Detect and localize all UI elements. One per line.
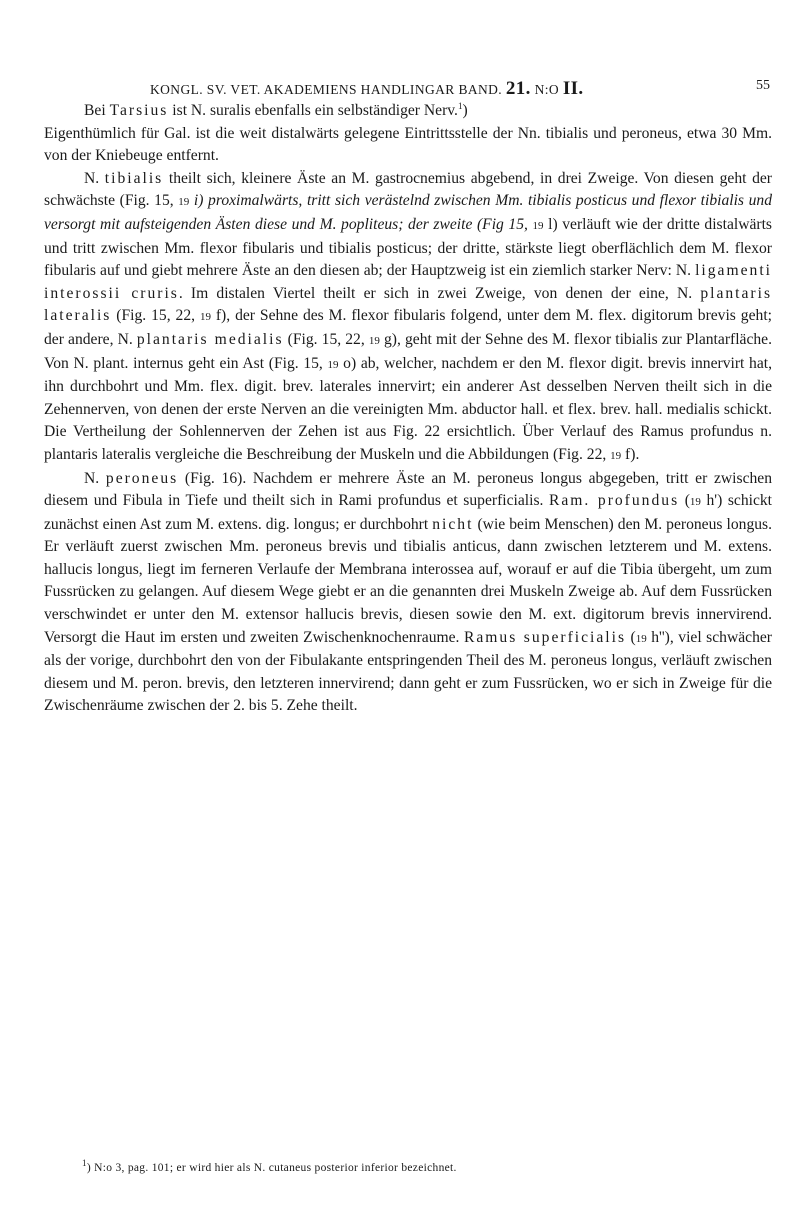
taxon-tarsius: Tarsius bbox=[109, 102, 169, 119]
issue-number: II. bbox=[562, 78, 584, 99]
footnote bbox=[44, 1160, 772, 1176]
volume-number: 21. bbox=[505, 78, 531, 99]
page-number: 55 bbox=[756, 78, 770, 93]
footnote-text: ) N:o 3, pag. 101; er wird hier als N. cutaneus posterior inferior bezeichnet. bbox=[86, 1162, 457, 1174]
footnote-marker: 1 bbox=[82, 1158, 87, 1169]
paragraph-peroneus: N. peroneus (Fig. 16). Nachdem er mehrere Äste an M. peroneus longus abgegeben, tritt er zwischen diesem und Fibula in Tiefe und theilt sich in Rami profundus et superficialis. Ram. profundus (19 h') schickt zunächst einen Ast zum M. extens. dig. longus; er durchbohrt nicht (wie beim Menschen) den M. peroneus longus. Er verläuft zuerst zwischen Mm. peroneus brevis und tibialis anticus, dann zwischen letzterem und M. extens. hallucis longus, liegt im ferneren Verlaufe der Membrana interossea auf, worauf er auf die Tibia übergeht, um zum Fussrücken zu gelangen. Auf diesem Wege giebt er an die genannten drei Muskeln Zweige ab. Auf dem Fussrücken verschwindet er unter den M. extensor hallucis brevis, diesen sowie den M. ext. digitorum brevis innervirend. Versorgt die Haut im ersten und zweiten Zwischenknochenraume. Ramus superficialis (19 h''), viel schwächer als der vorige, durchbohrt den von der Fibulakante entspringenden Theil des M. peroneus longus, verläuft zwischen diesem und M. peron. brevis, den letzteren innervirend; dann geht er zum Fussrücken, wo er sich in Zweige für die Zwischenräume zwischen der 2. bis 5. Zehe theilt. bbox=[44, 469, 773, 715]
journal-title bbox=[150, 78, 584, 100]
paragraph-tarsius: Bei Tarsius ist N. suralis ebenfalls ein selbständiger Nerv.$^1$) bbox=[84, 100, 468, 119]
body-text bbox=[44, 100, 772, 718]
running-head bbox=[150, 70, 770, 100]
footnote-ref: 1 bbox=[457, 100, 463, 111]
journal-name: KONGL. SV. VET. AKADEMIENS HANDLINGAR BAND. bbox=[150, 82, 503, 97]
number-label: N:O bbox=[534, 82, 560, 97]
paragraph-eintritt: Eigenthümlich für Gal. ist die weit distalwärts gelegene Eintrittsstelle der Nn. tibialis und peroneus, etwa 30 Mm. von der Kniebeuge entfernt. bbox=[44, 124, 772, 165]
paragraph-tibialis: N. tibialis theilt sich, kleinere Äste an M. gastrocnemius abgebend, in drei Zweige. Von diesen geht der schwächste (Fig. 15, 19 i) proximalwärts, tritt sich verästelnd zwischen Mm. tibialis posticus und flexor tibialis und versorgt mit aufsteigenden Ästen diese und M. popliteus; der zweite (Fig 15, 19 l) verläuft wie der dritte distalwärts und tritt zwischen Mm. flexor fibularis und tibialis posticus; der dritte, stärkste liegt oberflächlich dem M. flexor fibularis auf und giebt mehrere Äste an den diesen ab; der Hauptzweig ist ein ziemlich starker Nerv: N. ligamenti interossii cruris. Im distalen Viertel theilt er sich in zwei Zweige, von denen der eine, N. plantaris lateralis (Fig. 15, 22, 19 f), der Sehne des M. flexor fibularis folgend, unter dem M. flex. digitorum brevis geht; der andere, N. plantaris medialis (Fig. 15, 22, 19 g), geht mit der Sehne des M. flexor tibialis zur Plantarfläche. Von N. plant. internus geht ein Ast (Fig. 15, 19 o) ab, welcher, nachdem er den M. flexor digit. brevis innervirt hat, ihn durchbohrt und Mm. flex. digit. brev. laterales innervirt; ein anderer Ast desselben Nerven theilt sich in die Zehennerven, von denen der erste Nerven an die vereinigten Mm. abductor hall. et flex. brev. hall. medialis schickt. Die Vertheilung der Sohlennerven der Zehen ist aus Fig. 22 ersichtlich. Über Verlauf des Ramus profundus n. plantaris lateralis vergleiche die Beschreibung der Muskeln und die Abbildungen (Fig. 22, 19 f). bbox=[44, 169, 773, 463]
